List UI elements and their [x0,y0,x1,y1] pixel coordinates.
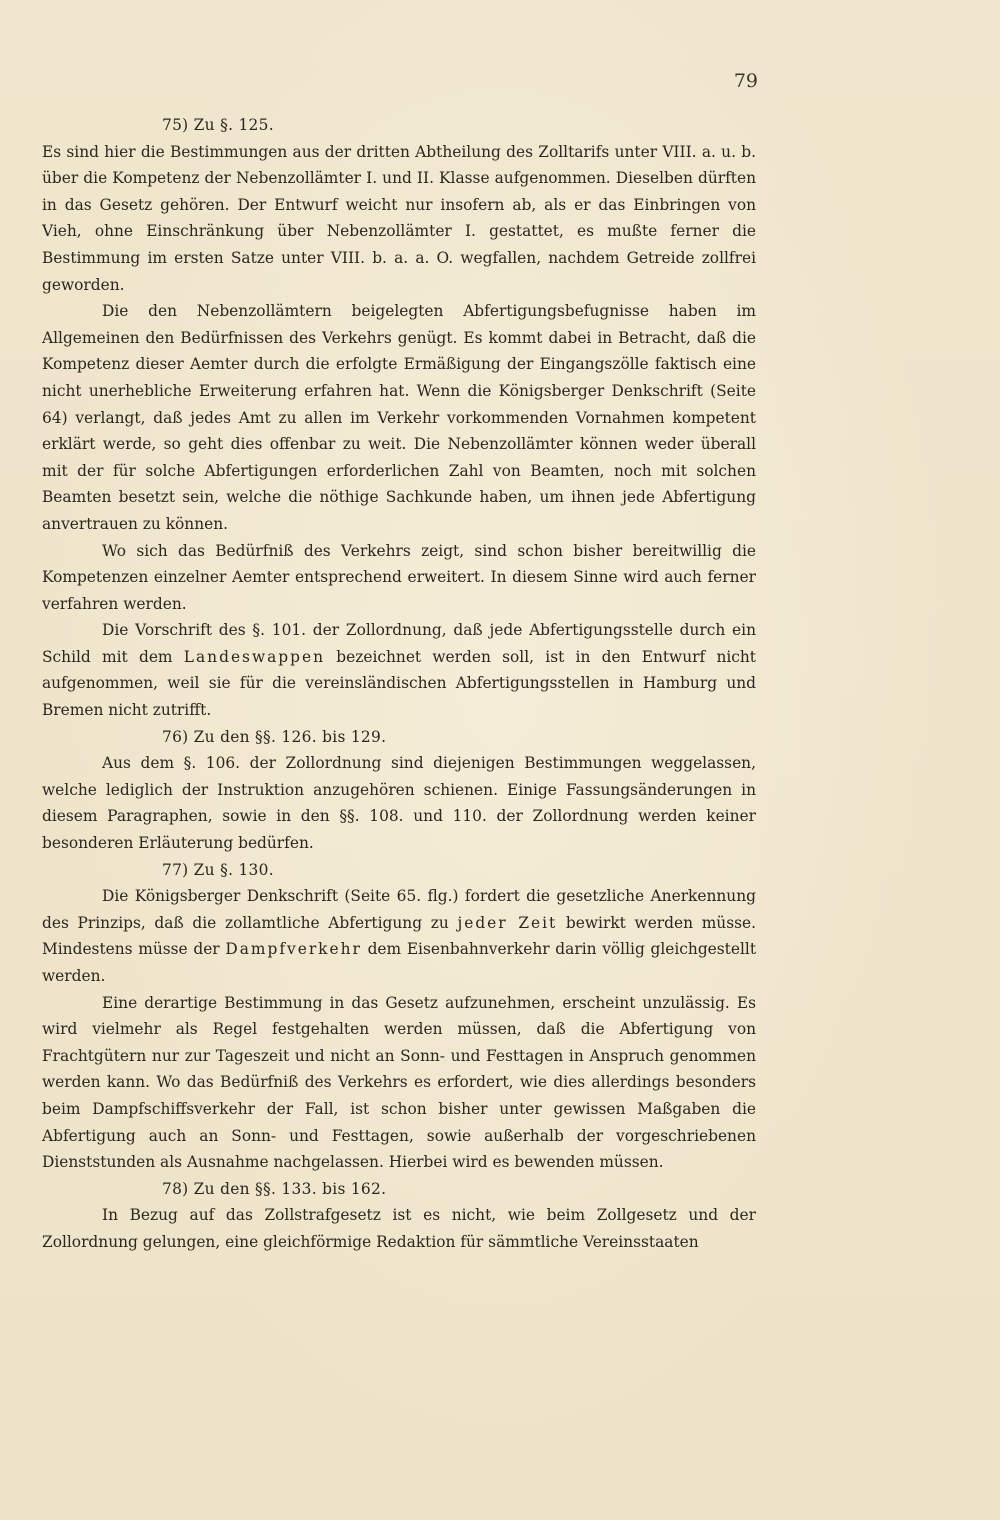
paragraph: Eine derartige Bestimmung in das Gesetz aufzunehmen, erscheint unzulässig. Es wird vielmehr als Regel festgehalten werden müssen, daß die Abfertigung von Frachtgütern nur zur Tageszeit und nicht an Sonn- und Festtagen in Anspruch genommen werden kann. Wo das Bedürfniß des Verkehrs es erfordert, wie dies allerdings besonders beim Dampfschiffsverkehr der Fall, ist schon bisher unter gewissen Maßgaben die Abfertigung auch an Sonn- und Festtagen, sowie außerhalb der vorgeschriebenen Dienststunden als Ausnahme nachgelassen. Hierbei wird es bewenden müssen. [42,993,756,1172]
paragraph [42,883,756,989]
section-heading: 78) Zu den §§. 133. bis 162. [162,1179,387,1198]
paragraph: In Bezug auf das Zollstrafgesetz ist es nicht, wie beim Zollgesetz und der Zollordnung gelungen, eine gleichförmige Redaktion für sämmtliche Vereinsstaaten [42,1206,756,1251]
section-heading: 77) Zu §. 130. [162,860,274,879]
document-body [42,112,756,1256]
paragraph: Wo sich das Bedürfniß des Verkehrs zeigt, sind schon bisher bereitwillig die Kompetenzen einzelner Aemter entsprechend erweitert. In diesem Sinne wird auch ferner verfahren werden. [42,541,756,613]
paragraph-text: Die Vorschrift des §. 101. der Zollordnung, daß jede Abfertigungsstelle durch ein Schild mit dem [42,621,756,666]
section-heading: 75) Zu §. 125. [162,116,274,134]
paragraph-text: dem Eisenbahnverkehr darin völlig gleichgestellt werden. [42,940,756,985]
spaced-emphasis: jeder Zeit [457,913,558,932]
paragraph: Aus dem §. 106. der Zollordnung sind diejenigen Bestimmungen weggelassen, welche lediglich der Instruktion anzugehören schienen. Einige Fassungsänderungen in diesem Paragraphen, sowie in den §§. 108. und 110. der Zollordnung werden keiner besonderen Erläuterung bedürfen. [42,754,756,853]
paragraph-text: bezeichnet werden soll, ist in den Entwurf nicht aufgenommen, weil sie für die vereinsländischen Abfertigungsstellen in Hamburg und Bremen nicht zutrifft. [42,647,756,720]
spaced-emphasis: Landeswappen [183,647,326,666]
paragraph [42,617,756,723]
paragraph: Es sind hier die Bestimmungen aus der dritten Abtheilung des Zolltarifs unter VIII. a. u. b. über die Kompetenz der Nebenzollämter I. und II. Klasse aufgenommen. Dieselben dürften in das Gesetz gehören. Der Entwurf weicht nur insofern ab, als er das Einbringen von Vieh, ohne Einschränkung über Nebenzollämter I. gestattet, es mußte ferner die Bestimmung im ersten Satze unter VIII. b. a. a. O. wegfallen, nachdem Getreide zollfrei geworden. [42,142,756,294]
section-heading: 76) Zu den §§. 126. bis 129. [162,727,387,746]
paragraph-text: bewirkt werden müsse. Mindestens müsse der [42,913,757,959]
paragraph-text: Die Königsberger Denkschrift (Seite 65. flg.) fordert die gesetzliche Anerkennung des Prinzips, daß die zollamtliche Abfertigung zu [42,887,756,932]
spaced-emphasis: Dampfverkehr [225,940,362,959]
paragraph: Die den Nebenzollämtern beigelegten Abfertigungsbefugnisse haben im Allgemeinen den Bedürfnissen des Verkehrs genügt. Es kommt dabei in Betracht, daß die Kompetenz dieser Aemter durch die erfolgte Ermäßigung der Eingangszölle faktisch eine nicht unerhebliche Erweiterung erfahren hat. Wenn die Königsberger Denkschrift (Seite 64) verlangt, daß jedes Amt zu allen im Verkehr vorkommenden Vornahmen kompetent erklärt werde, so geht dies offenbar zu weit. Die Nebenzollämter können weder überall mit der für solche Abfertigungen erforderlichen Zahl von Beamten, noch mit solchen Beamten besetzt sein, welche die nöthige Sachkunde haben, um ihnen jede Abfertigung anvertrauen zu können. [42,302,756,533]
page-number: 79 [733,70,758,92]
